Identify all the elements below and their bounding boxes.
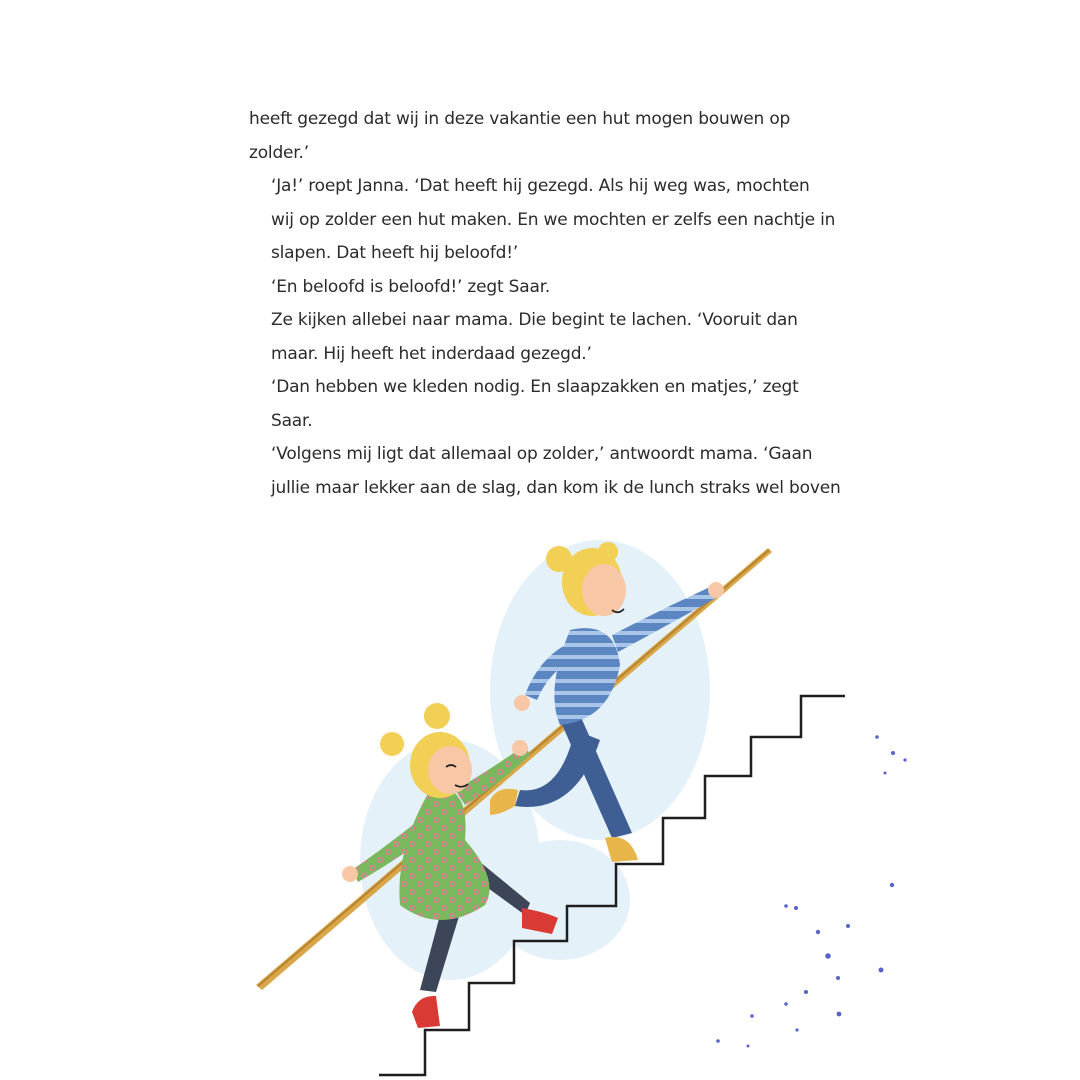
paragraph (249, 438, 841, 505)
text-line: Ze kijken allebei naar mama. Die begint te lachen. ‘Vooruit dan (271, 310, 798, 330)
stairs-illustration (0, 520, 1080, 1080)
text-line: maar. Hij heeft het inderdaad gezegd.’ (271, 343, 592, 364)
text-line: Saar. (271, 410, 313, 431)
paragraph (249, 371, 829, 438)
text-line: ‘Ja!’ roept Janna. ‘Dat heeft hij gezegd. Als hij weg was, mochten (271, 176, 810, 196)
text-line: ‘En beloofd is beloofd!’ zegt Saar. (271, 276, 551, 297)
text-line: ‘Dan hebben we kleden nodig. En slaapzakken en matjes,’ zegt (271, 377, 799, 397)
text-line: zolder.’ (249, 142, 309, 163)
text-line: slapen. Dat heeft hij beloofd!’ (271, 243, 519, 263)
text-line: ‘Volgens mij ligt dat allemaal op zolder,’ antwoordt mama. ‘Gaan (271, 444, 813, 464)
paragraph (249, 271, 829, 305)
paragraph (249, 103, 829, 170)
ink-speckles (716, 735, 906, 1047)
paragraph (249, 304, 829, 371)
paragraph (249, 170, 836, 271)
story-text (249, 103, 841, 505)
text-line: wij op zolder een hut maken. En we mochten er zelfs een nachtje in (271, 209, 836, 230)
text-line: heeft gezegd dat wij in deze vakantie een hut mogen bouwen op (249, 109, 791, 129)
text-line: jullie maar lekker aan de slag, dan kom ik de lunch straks wel boven (271, 477, 841, 498)
